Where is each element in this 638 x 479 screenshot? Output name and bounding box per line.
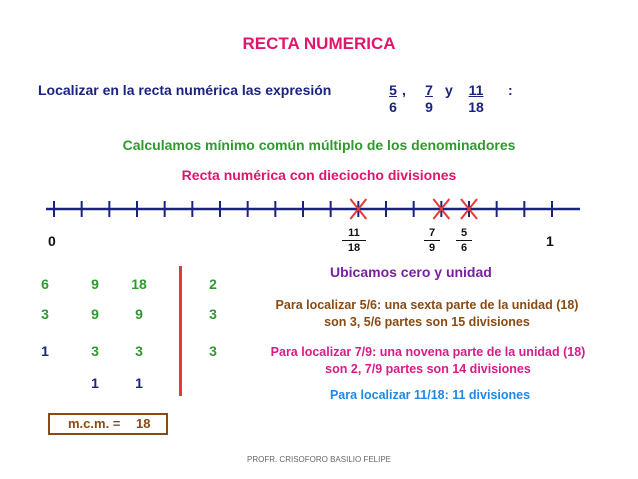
- fraction-denominator: 18: [347, 242, 361, 254]
- numberline-fraction-7-9: [424, 227, 440, 255]
- numberline-fraction-5-6: [456, 227, 472, 255]
- numberline-zero-label: 0: [48, 233, 56, 249]
- fraction-numerator: 7: [425, 82, 433, 98]
- lcm-result-value: 18: [136, 416, 151, 431]
- ubicamos-label: Ubicamos cero y unidad: [330, 264, 492, 280]
- lcm-cell: 1: [41, 343, 49, 359]
- lcm-cell: 1: [91, 375, 99, 391]
- number-line: [0, 190, 638, 230]
- lcm-cell: 18: [131, 276, 147, 292]
- instruction-y: y: [445, 82, 453, 98]
- lcm-cell: 9: [91, 276, 99, 292]
- footer-credit: PROFR. CRISOFORO BASILIO FELIPE: [246, 455, 392, 464]
- lcm-divisor: 2: [209, 276, 217, 292]
- fraction-numerator: 11: [468, 82, 484, 98]
- explanation-line: son 3, 5/6 partes son 15 divisiones: [324, 315, 530, 329]
- instruction-colon: :: [508, 82, 513, 98]
- lcm-cell: 9: [91, 306, 99, 322]
- lcm-cell: 3: [91, 343, 99, 359]
- fraction-numerator: 5: [389, 82, 397, 98]
- explanation-line: Para localizar 11/18: 11 divisiones: [329, 388, 531, 402]
- explanation-line: Para localizar 5/6: una sexta parte de la unidad (18): [275, 298, 579, 312]
- fraction-denominator: 6: [389, 99, 397, 115]
- fraction-numerator: 5: [456, 227, 472, 241]
- lcm-heading: Calculamos mínimo común múltiplo de los denominadores: [122, 137, 516, 153]
- instruction-text: Localizar en la recta numérica las expresión: [38, 82, 332, 98]
- instruction-fraction-5-6: [384, 82, 402, 116]
- numberline-heading: Recta numérica con dieciocho divisiones: [181, 167, 457, 183]
- fraction-denominator: 9: [428, 242, 436, 254]
- explanation-5-6: [242, 297, 612, 331]
- fraction-denominator: 6: [460, 242, 468, 254]
- lcm-result-box: [48, 413, 168, 435]
- lcm-result-label: m.c.m. =: [68, 416, 121, 431]
- numberline-fraction-11-18: [342, 227, 366, 255]
- lcm-cell: 6: [41, 276, 49, 292]
- lcm-cell: 3: [41, 306, 49, 322]
- lcm-divisor: 3: [209, 306, 217, 322]
- explanation-line: son 2, 7/9 partes son 14 divisiones: [325, 362, 531, 376]
- instruction-fraction-11-18: [463, 82, 489, 116]
- numberline-one-label: 1: [546, 233, 554, 249]
- explanation-7-9: [238, 344, 618, 378]
- lcm-divider-line: [179, 266, 182, 396]
- instruction-fraction-7-9: [420, 82, 438, 116]
- fraction-numerator: 7: [424, 227, 440, 241]
- explanation-11-18: [260, 387, 600, 404]
- page-title: RECTA NUMERICA: [242, 34, 396, 53]
- explanation-line: Para localizar 7/9: una novena parte de la unidad (18): [270, 345, 586, 359]
- lcm-cell: 1: [135, 375, 143, 391]
- fraction-numerator: 11: [342, 227, 366, 241]
- lcm-cell: 9: [135, 306, 143, 322]
- lcm-cell: 3: [135, 343, 143, 359]
- instruction-comma: ,: [402, 82, 406, 98]
- fraction-denominator: 9: [425, 99, 433, 115]
- fraction-denominator: 18: [468, 99, 484, 115]
- lcm-divisor: 3: [209, 343, 217, 359]
